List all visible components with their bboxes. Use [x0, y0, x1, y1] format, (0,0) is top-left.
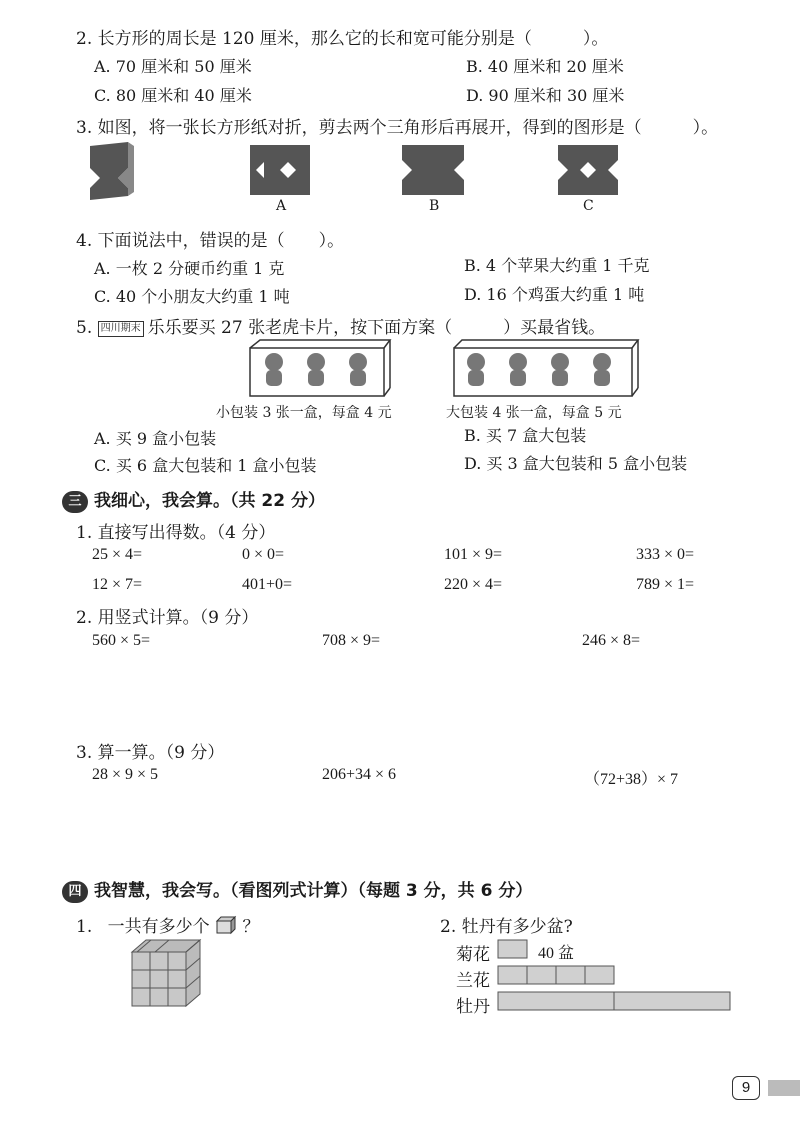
section-4-badge: 四: [62, 881, 88, 903]
q3-figures: [88, 140, 738, 220]
q5-number: 5.: [76, 318, 93, 338]
option-a-figure: [250, 145, 310, 195]
chrysanthemum-bar: [498, 940, 527, 958]
region-tag: 四川期末: [98, 321, 144, 337]
s4-q1-text: [76, 912, 259, 937]
orchid-label: 兰花: [456, 971, 490, 991]
compute-item: 206+34 × 6: [322, 766, 397, 783]
peony-label: 牡丹: [456, 997, 490, 1017]
calc-item: 12 × 7=: [92, 576, 143, 593]
q4-text: 4. 下面说法中，错误的是（ ）。: [76, 231, 345, 251]
q2-text: 2. 长方形的周长是 120 厘米，那么它的长和宽可能分别是（ ）。: [76, 29, 609, 49]
calc-item: 333 × 0=: [636, 546, 695, 563]
large-package-box: [454, 340, 638, 396]
small-package-caption: 小包装 3 张一盒，每盒 4 元: [216, 405, 392, 421]
q5-text: [76, 313, 605, 338]
q4-option-c: C. 40 个小朋友大约重 1 吨: [94, 287, 290, 306]
calc-item: 0 × 0=: [242, 546, 285, 563]
page-number: 9: [732, 1076, 760, 1100]
cube-stack-figure: [128, 938, 208, 1010]
s4-q1-question: 一共有多少个: [107, 917, 210, 937]
section-4-header: [62, 876, 532, 903]
calc-item: 101 × 9=: [444, 546, 503, 563]
q4-option-d: D. 16 个鸡蛋大约重 1 吨: [464, 285, 645, 304]
q3-text: 3. 如图，将一张长方形纸对折，剪去两个三角形后再展开，得到的图形是（ ）。: [76, 118, 719, 138]
q2-option-b: B. 40 厘米和 20 厘米: [466, 57, 624, 76]
q5-option-a: A. 买 9 盒小包装: [94, 429, 217, 448]
calc-item: 25 × 4=: [92, 546, 143, 563]
q4-option-a: A. 一枚 2 分硬币约重 1 克: [94, 259, 285, 278]
vertical-calc-item: 246 × 8=: [582, 632, 641, 649]
q5-option-d: D. 买 3 盒大包装和 5 盒小包装: [464, 454, 688, 473]
q3-label-c: C: [583, 198, 594, 214]
large-package-caption: 大包装 4 张一盒，每盒 5 元: [446, 405, 622, 421]
q5-option-b: B. 买 7 盒大包装: [464, 426, 587, 445]
s4-q1-number: 1.: [76, 917, 93, 937]
tiger-card-boxes: [244, 338, 644, 400]
s4-q2-text: 2. 牡丹有多少盆?: [440, 917, 573, 937]
q2-option-d: D. 90 厘米和 30 厘米: [466, 86, 625, 105]
calc-item: 220 × 4=: [444, 576, 503, 593]
option-c-figure: [558, 145, 618, 195]
q5-question: 乐乐要买 27 张老虎卡片，按下面方案（ ）买最省钱。: [147, 318, 606, 338]
section-4-title: 我智慧，我会写。（看图列式计算）（每题 3 分，共 6 分）: [94, 881, 533, 901]
section-3-title: 我细心，我会算。（共 22 分）: [94, 491, 325, 511]
vertical-calc-item: 708 × 9=: [322, 632, 381, 649]
option-b-figure: [402, 145, 464, 195]
q3-label-a: A: [276, 198, 287, 214]
chrysanthemum-value: 40 盆: [538, 945, 575, 962]
flower-bar-diagram: [496, 938, 736, 1014]
small-package-box: [250, 340, 390, 396]
chrysanthemum-label: 菊花: [456, 945, 490, 965]
page-number-bar: [768, 1080, 800, 1096]
calc-item: 789 × 1=: [636, 576, 695, 593]
s3-part3-title: 3. 算一算。（9 分）: [76, 743, 225, 763]
q2-option-c: C. 80 厘米和 40 厘米: [94, 86, 252, 105]
calc-item: 401+0=: [242, 576, 293, 593]
s3-part1-title: 1. 直接写出得数。（4 分）: [76, 523, 276, 543]
q3-label-b: B: [429, 198, 440, 214]
section-3-badge: 三: [62, 491, 88, 513]
folded-paper-figure: [90, 142, 134, 200]
compute-item: 28 × 9 × 5: [92, 766, 159, 783]
q4-option-b: B. 4 个苹果大约重 1 千克: [464, 256, 650, 275]
cube-icon: [215, 915, 237, 935]
q5-option-c: C. 买 6 盒大包装和 1 盒小包装: [94, 456, 317, 475]
section-3-header: [62, 486, 325, 513]
s3-part2-title: 2. 用竖式计算。（9 分）: [76, 608, 259, 628]
vertical-calc-item: 560 × 5=: [92, 632, 151, 649]
q2-option-a: A. 70 厘米和 50 厘米: [94, 57, 252, 76]
compute-item: （72+38）× 7: [584, 771, 679, 788]
s4-q1-end: ？: [242, 917, 260, 937]
